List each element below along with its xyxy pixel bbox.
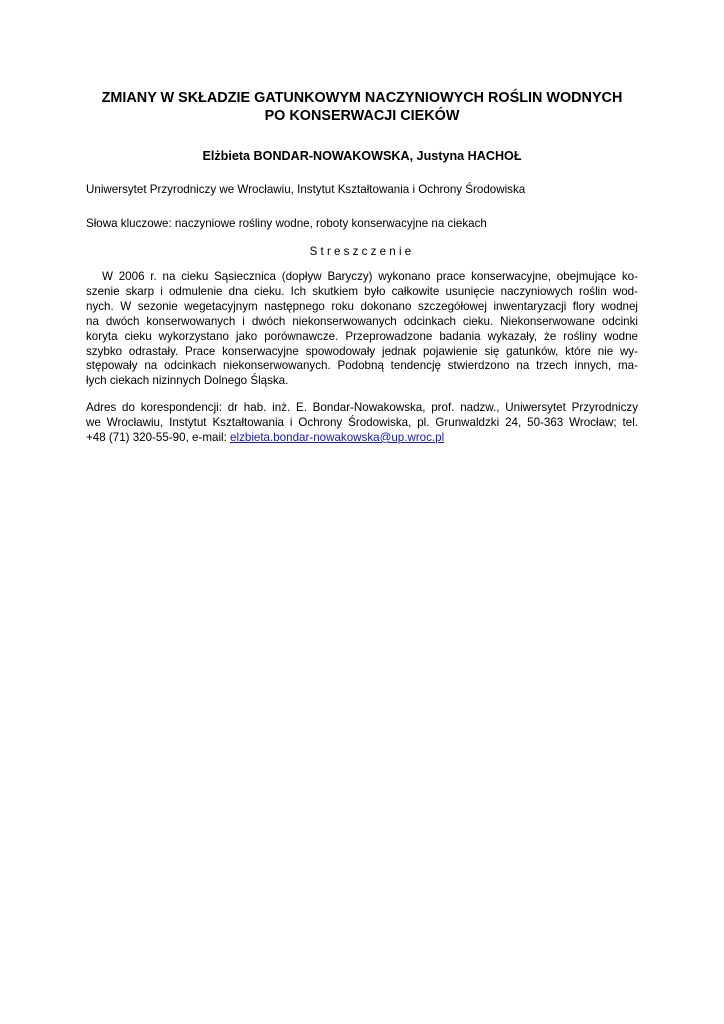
abstract-line: szybko odrastały. Prace konserwacyjne spowodowały jednak pojawienie się gatunków, które nie wy-	[86, 344, 638, 358]
correspondence-address	[86, 401, 638, 446]
paper-authors: Elżbieta BONDAR-NOWAKOWSKA, Justyna HACHOŁ	[202, 149, 522, 163]
paper-title-line-2: PO KONSERWACJI CIEKÓW	[264, 108, 460, 124]
abstract-line: szenie skarp i odmulenie dna cieku. Ich skutkiem było całkowite usunięcie naczyniowych roślin wod-	[86, 284, 638, 298]
abstract-line: W 2006 r. na cieku Sąsiecznica (dopływ Baryczy) wykonano prace konserwacyjne, obejmujące ko-	[102, 270, 638, 283]
email-link[interactable]: elzbieta.bondar-nowakowska@up.wroc.pl	[230, 430, 445, 444]
abstract-line: łych ciekach nizinnych Dolnego Śląska.	[86, 374, 289, 388]
paper-affiliation: Uniwersytet Przyrodniczy we Wrocławiu, Instytut Kształtowania i Ochrony Środowiska	[86, 183, 526, 196]
abstract-line: nych. W sezonie wegetacyjnym następnego roku dokonano szczegółowej inwentaryzacji flory wodnej	[86, 299, 638, 313]
paper-title-line-1: ZMIANY W SKŁADZIE GATUNKOWYM NACZYNIOWYCH ROŚLIN WODNYCH	[101, 90, 623, 106]
correspondence-line-2: we Wrocławiu, Instytut Kształtowania i Ochrony Środowiska, pl. Grunwaldzki 24, 50-363 Wrocław; tel.	[86, 415, 638, 429]
paper-keywords: Słowa kluczowe: naczyniowe rośliny wodne, roboty konserwacyjne na ciekach	[86, 217, 487, 230]
correspondence-phone: +48 (71) 320-55-90, e-mail:	[86, 430, 231, 444]
correspondence-line-3	[86, 431, 638, 446]
abstract-line: stępowały na odcinkach niekonserwowanych. Podobną tendencję stwierdzono na trzech innych, ma-	[86, 359, 638, 373]
abstract-heading: Streszczenie	[309, 245, 415, 258]
paper-title	[0, 89, 724, 125]
correspondence-line-1: Adres do korespondencji: dr hab. inż. E. Bondar-Nowakowska, prof. nadzw., Uniwersytet Przyrodniczy	[86, 401, 638, 414]
abstract-line: koryta cieku wykorzystano jako porównawcze. Przeprowadzone badania wykazały, że rośliny wodne	[86, 329, 638, 343]
abstract-line: na dwóch konserwowanych i dwóch niekonserwowanych odcinkach cieku. Niekonserwowane odcinki	[86, 314, 638, 328]
abstract-body	[86, 270, 638, 389]
